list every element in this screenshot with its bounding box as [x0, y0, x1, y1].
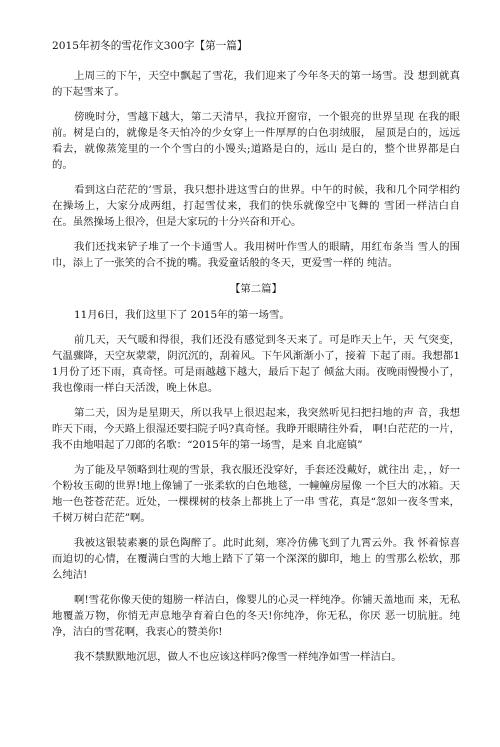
section-two-heading: 【第二篇】 — [230, 283, 282, 295]
paragraph: 第二天，因为是星期天，所以我早上很迟起来，我突然听见扫把扫地的声 音，我想昨天下雨，今天路上很湿还要扫院子吗?真奇怪。我睁开眼睛往外看， 啊!白茫茫的一片，我不由地唱起了刀郎的名歌：“2015年的第一场雪，是来 自北庭镇” — [52, 407, 460, 451]
document-title: 2015年初冬的雪花作文300字【第一篇】 — [52, 40, 248, 52]
paragraph: 上周三的下午，天空中飘起了雪花，我们迎来了今年冬天的第一场雪。没 想到就真的下起雪来了。 — [52, 70, 460, 98]
paragraph: 前几天，天气暖和得很，我们还没有感觉到冬天来了。可是昨天上午，天 气突变，气温骤降，天空灰蒙蒙，阴沉沉的，刮着风。下午风渐渐小了，接着 下起了雨。我想都11月份了还下雨，真奇怪。可是雨越越下越大，最后下起了 倾盆大雨。夜晚雨慢慢小了，我也像雨一样白天活泼，晚上休息。 — [52, 334, 460, 394]
paragraph: 傍晚时分，雪越下越大，第二天清早，我拉开窗帘，一个银亮的世界呈现 在我的眼前。树是白的，就像是冬天怕冷的少女穿上一件厚厚的白色羽绒服， 屋顶是白的，远远看去，就像蒸笼里的一个个雪白的小馒头;道路是白的，远山 是白的，整个世界都是白的。 — [52, 111, 460, 171]
section-one — [52, 68, 460, 271]
paragraph: 我不禁默默地沉思，做人不也应该这样吗?像雪一样纯净如雪一样洁白。 — [74, 651, 402, 663]
paragraph: 11月6日，我们这里下了 2015年的第一场雪。 — [74, 309, 290, 321]
section-two — [52, 307, 460, 665]
paragraph: 为了能及早领略到壮观的雪景，我衣服还没穿好，手套还没戴好，就往出 走，，好一个粉妆玉砌的世界!地上像铺了一张柔软的白色地毯，一幢幢房屋像 一个巨大的冰箱。天地一色苍苍茫茫。近处，一棵棵树的枝条上都挑上了一串 雪花，真是“忽如一夜冬雪来，千树万树白茫茫”啊。 — [52, 464, 460, 524]
paragraph: 我们还找来铲子堆了一个卡通雪人。我用树叶作雪人的眼睛，用红布条当 雪人的围巾，添上了一张笑的合不拢的嘴。我爱童话般的冬天，更爱雪一样的 纯洁。 — [52, 241, 460, 269]
paragraph: 看到这白茫茫的’雪景，我只想扑进这雪白的世界。中午的时候，我和几个同学相约在操场上，大家分成两组，打起雪仗来，我们的快乐就像空中飞舞的 雪团一样洁白自在。虽然操场上很冷，但是大家玩的十分兴奋和开心。 — [52, 184, 460, 228]
paragraph: 我被这银装素裹的景色陶醉了。此时此刻，寒冷仿佛飞到了九霄云外。我 怀着惊喜而迫切的心情，在覆满白雪的大地上踏下了第一个深深的脚印，地上 的雪那么松软，那么纯洁! — [52, 537, 460, 581]
paragraph: 啊!雪花你像天使的翅膀一样洁白，像婴儿的心灵一样纯净。你铺天盖地而 来，无私地覆盖万物，你悄无声息地孕育着白色的冬天!你纯净，你无私，你厌 恶一切肮脏。纯净，洁白的雪花啊，我衷心的赞美你! — [52, 594, 460, 638]
